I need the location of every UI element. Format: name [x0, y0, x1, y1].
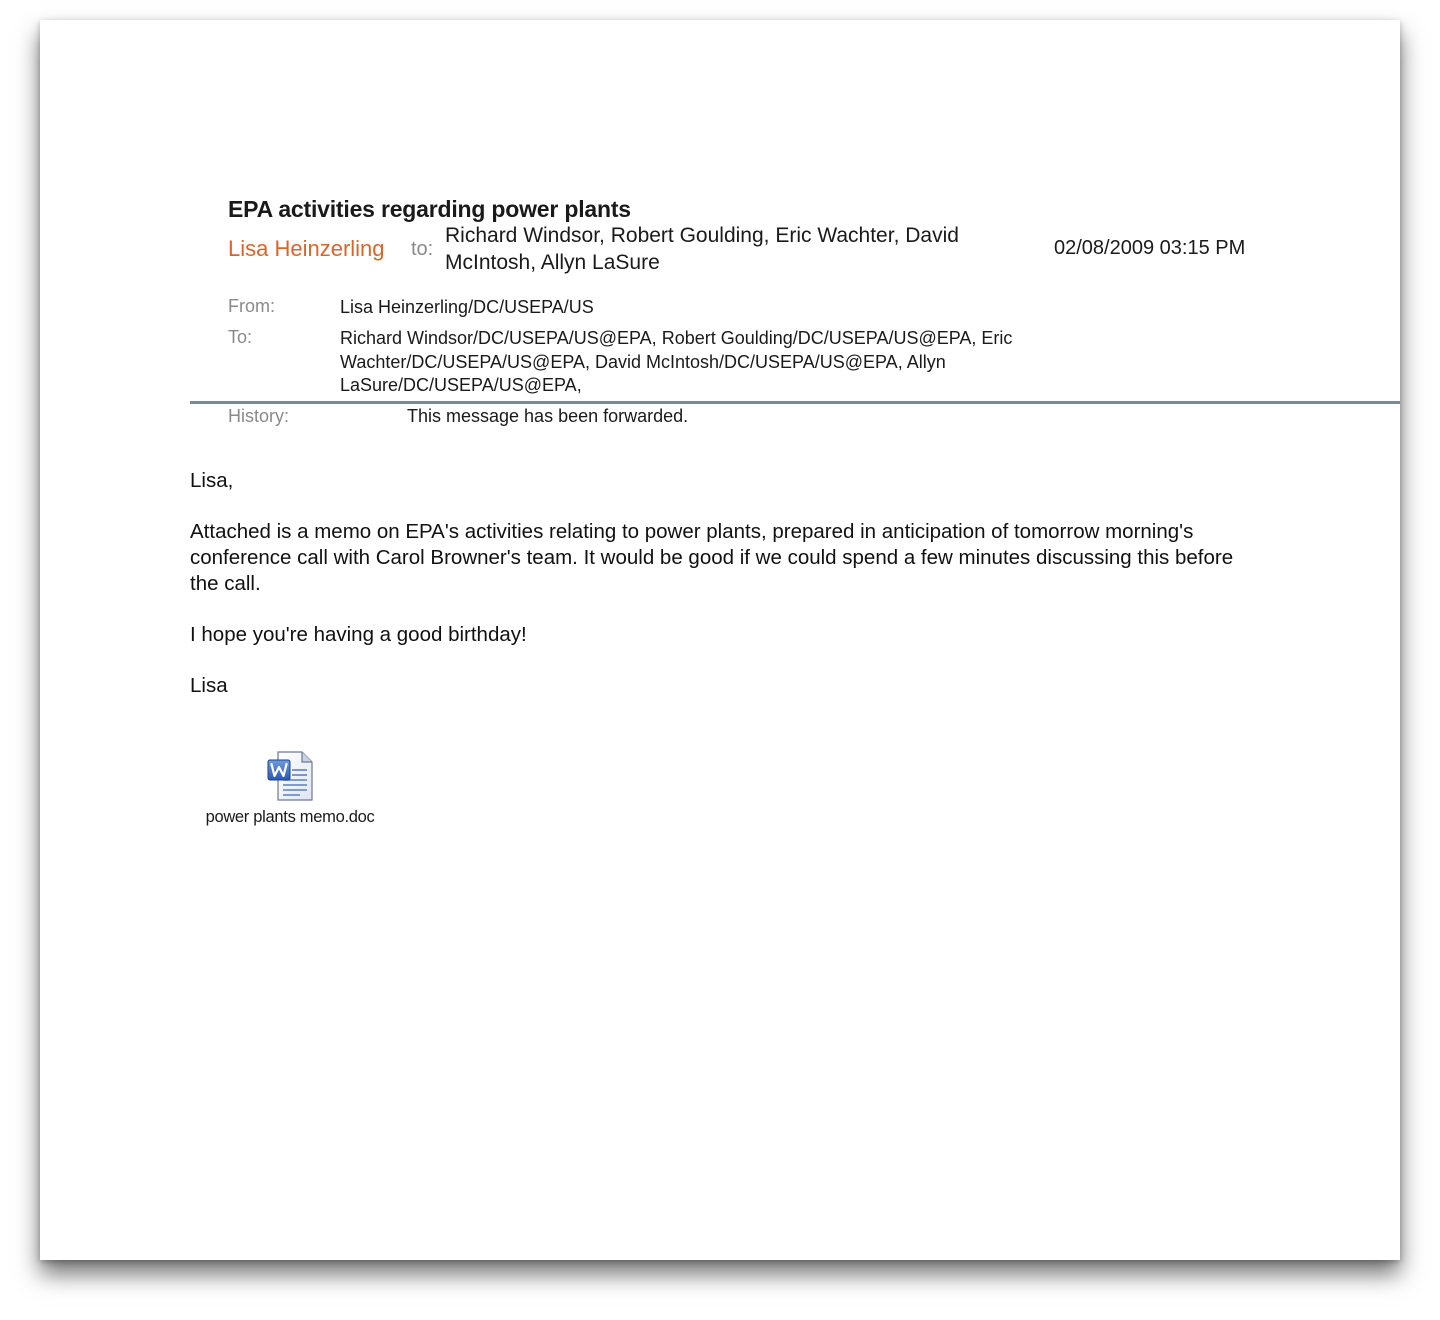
to-header-value: Richard Windsor/DC/USEPA/US@EPA, Robert Goulding/DC/USEPA/US@EPA, Eric Wachter/DC/USEPA/US@EPA, David McIntosh/DC/USEPA/US@EPA, Allyn LaSure/DC/USEPA/US@EPA, — [340, 328, 1013, 395]
header-divider — [190, 401, 1400, 404]
attachment-filename[interactable]: power plants memo.doc — [205, 808, 375, 826]
recipients-summary: Richard Windsor, Robert Goulding, Eric Wachter, David McIntosh, Allyn LaSure — [445, 224, 959, 274]
email-subject: EPA activities regarding power plants — [228, 196, 631, 222]
email-page — [40, 20, 1400, 1260]
to-label: to: — [411, 238, 434, 260]
to-header-label: To: — [228, 327, 253, 347]
word-document-icon[interactable] — [262, 748, 318, 804]
history-value: This message has been forwarded. — [407, 406, 689, 426]
sender-name-link[interactable]: Lisa Heinzerling — [228, 236, 385, 261]
body-greeting: Lisa, — [190, 469, 234, 492]
from-label: From: — [228, 296, 275, 316]
body-signoff: Lisa — [190, 674, 228, 697]
history-label: History: — [228, 406, 290, 426]
from-value: Lisa Heinzerling/DC/USEPA/US — [340, 297, 594, 317]
attachment[interactable] — [190, 748, 390, 827]
body-paragraph: Attached is a memo on EPA's activities relating to power plants, prepared in anticipation of tomorrow morning's conference call with Carol Browner's team. It would be good if we could spend a few minutes discussing this before the call. — [190, 520, 1234, 595]
message-body — [190, 468, 1250, 724]
body-paragraph: I hope you're having a good birthday! — [190, 623, 527, 646]
sent-datetime: 02/08/2009 03:15 PM — [1054, 237, 1246, 259]
